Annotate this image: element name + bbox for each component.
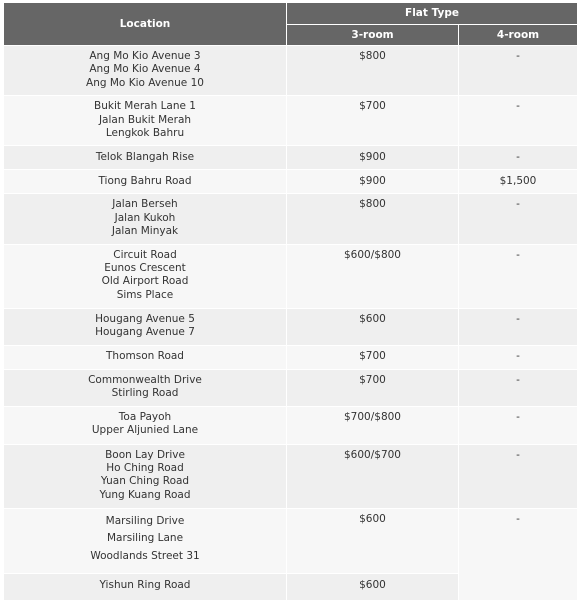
three-room-price: $600 [287,573,459,600]
location-cell [4,194,287,244]
three-room-price: $900 [287,170,459,194]
location-name: Yuan Ching Road [100,475,190,488]
rent-table [3,2,578,601]
table-row [4,369,578,406]
location-name: Jalan Bukit Merah [98,113,192,126]
location-cell [4,573,287,600]
location-name: Bukit Merah Lane 1 [94,100,196,113]
table-row [4,508,578,573]
table-row [4,170,578,194]
location-name: Boon Lay Drive [105,448,185,461]
table-body [4,46,578,601]
location-name: Commonwealth Drive [88,373,202,386]
location-name: Sims Place [116,288,174,301]
four-room-price: - [459,146,578,170]
three-room-header: 3-room [287,24,459,46]
location-cell [4,406,287,444]
four-room-price: - [459,308,578,345]
location-cell [4,46,287,96]
table-row [4,194,578,244]
location-cell [4,96,287,146]
location-name: Ang Mo Kio Avenue 3 [89,50,201,62]
four-room-price: - [459,96,578,146]
location-name: Woodlands Street 31 [90,549,200,562]
location-name: Ho Ching Road [106,462,184,475]
four-room-price: - [459,508,578,600]
three-room-price: $600 [287,508,459,573]
location-name: Old Airport Road [101,275,189,288]
location-name: Circuit Road [113,248,177,261]
location-name: Stirling Road [111,387,179,400]
four-room-price: - [459,46,578,96]
location-header: Location [4,3,287,46]
location-name: Yishun Ring Road [99,579,191,592]
three-room-price: $900 [287,146,459,170]
location-name: Telok Blangah Rise [95,150,195,163]
table-row [4,406,578,444]
table-row [4,46,578,96]
location-cell [4,508,287,573]
location-name: Hougang Avenue 5 [95,312,195,325]
location-name: Thomson Road [106,349,184,362]
four-room-price: $1,500 [459,170,578,194]
location-name: Tiong Bahru Road [98,174,192,187]
three-room-price: $600/$700 [287,444,459,508]
location-name: Lengkok Bahru [105,127,185,140]
four-room-header: 4-room [459,24,578,46]
three-room-price: $800 [287,194,459,244]
four-room-price: - [459,406,578,444]
location-name: Ang Mo Kio Avenue 10 [86,76,204,89]
location-name: Eunos Crescent [104,262,186,275]
location-cell [4,308,287,345]
location-cell [4,444,287,508]
four-room-price: - [459,444,578,508]
location-cell [4,369,287,406]
location-name: Yung Kuang Road [99,488,191,501]
four-room-price: - [459,244,578,308]
location-name: Ang Mo Kio Avenue 4 [89,63,201,76]
location-name: Jalan Berseh [112,198,178,211]
table-row [4,96,578,146]
three-room-price: $600 [287,308,459,345]
table-row [4,146,578,170]
location-cell [4,244,287,308]
location-cell [4,345,287,369]
three-room-price: $700/$800 [287,406,459,444]
location-name: Marsiling Lane [106,532,184,545]
location-name: Jalan Kukoh [114,211,176,224]
three-room-price: $700 [287,96,459,146]
location-cell [4,146,287,170]
three-room-price: $700 [287,345,459,369]
location-name: Hougang Avenue 7 [95,326,195,339]
four-room-price: - [459,194,578,244]
table-row [4,244,578,308]
four-room-price: - [459,369,578,406]
table-row [4,444,578,508]
table-row [4,345,578,369]
three-room-price: $700 [287,369,459,406]
flat-type-header: Flat Type [287,3,578,25]
location-name: Upper Aljunied Lane [91,424,199,437]
table-header [4,3,578,46]
four-room-price: - [459,345,578,369]
location-cell [4,170,287,194]
rent-table-container [3,2,577,601]
table-row [4,308,578,345]
location-name: Marsiling Drive [105,514,185,527]
location-name: Toa Payoh [118,410,172,423]
location-name: Jalan Minyak [111,225,179,238]
three-room-price: $600/$800 [287,244,459,308]
three-room-price: $800 [287,46,459,96]
